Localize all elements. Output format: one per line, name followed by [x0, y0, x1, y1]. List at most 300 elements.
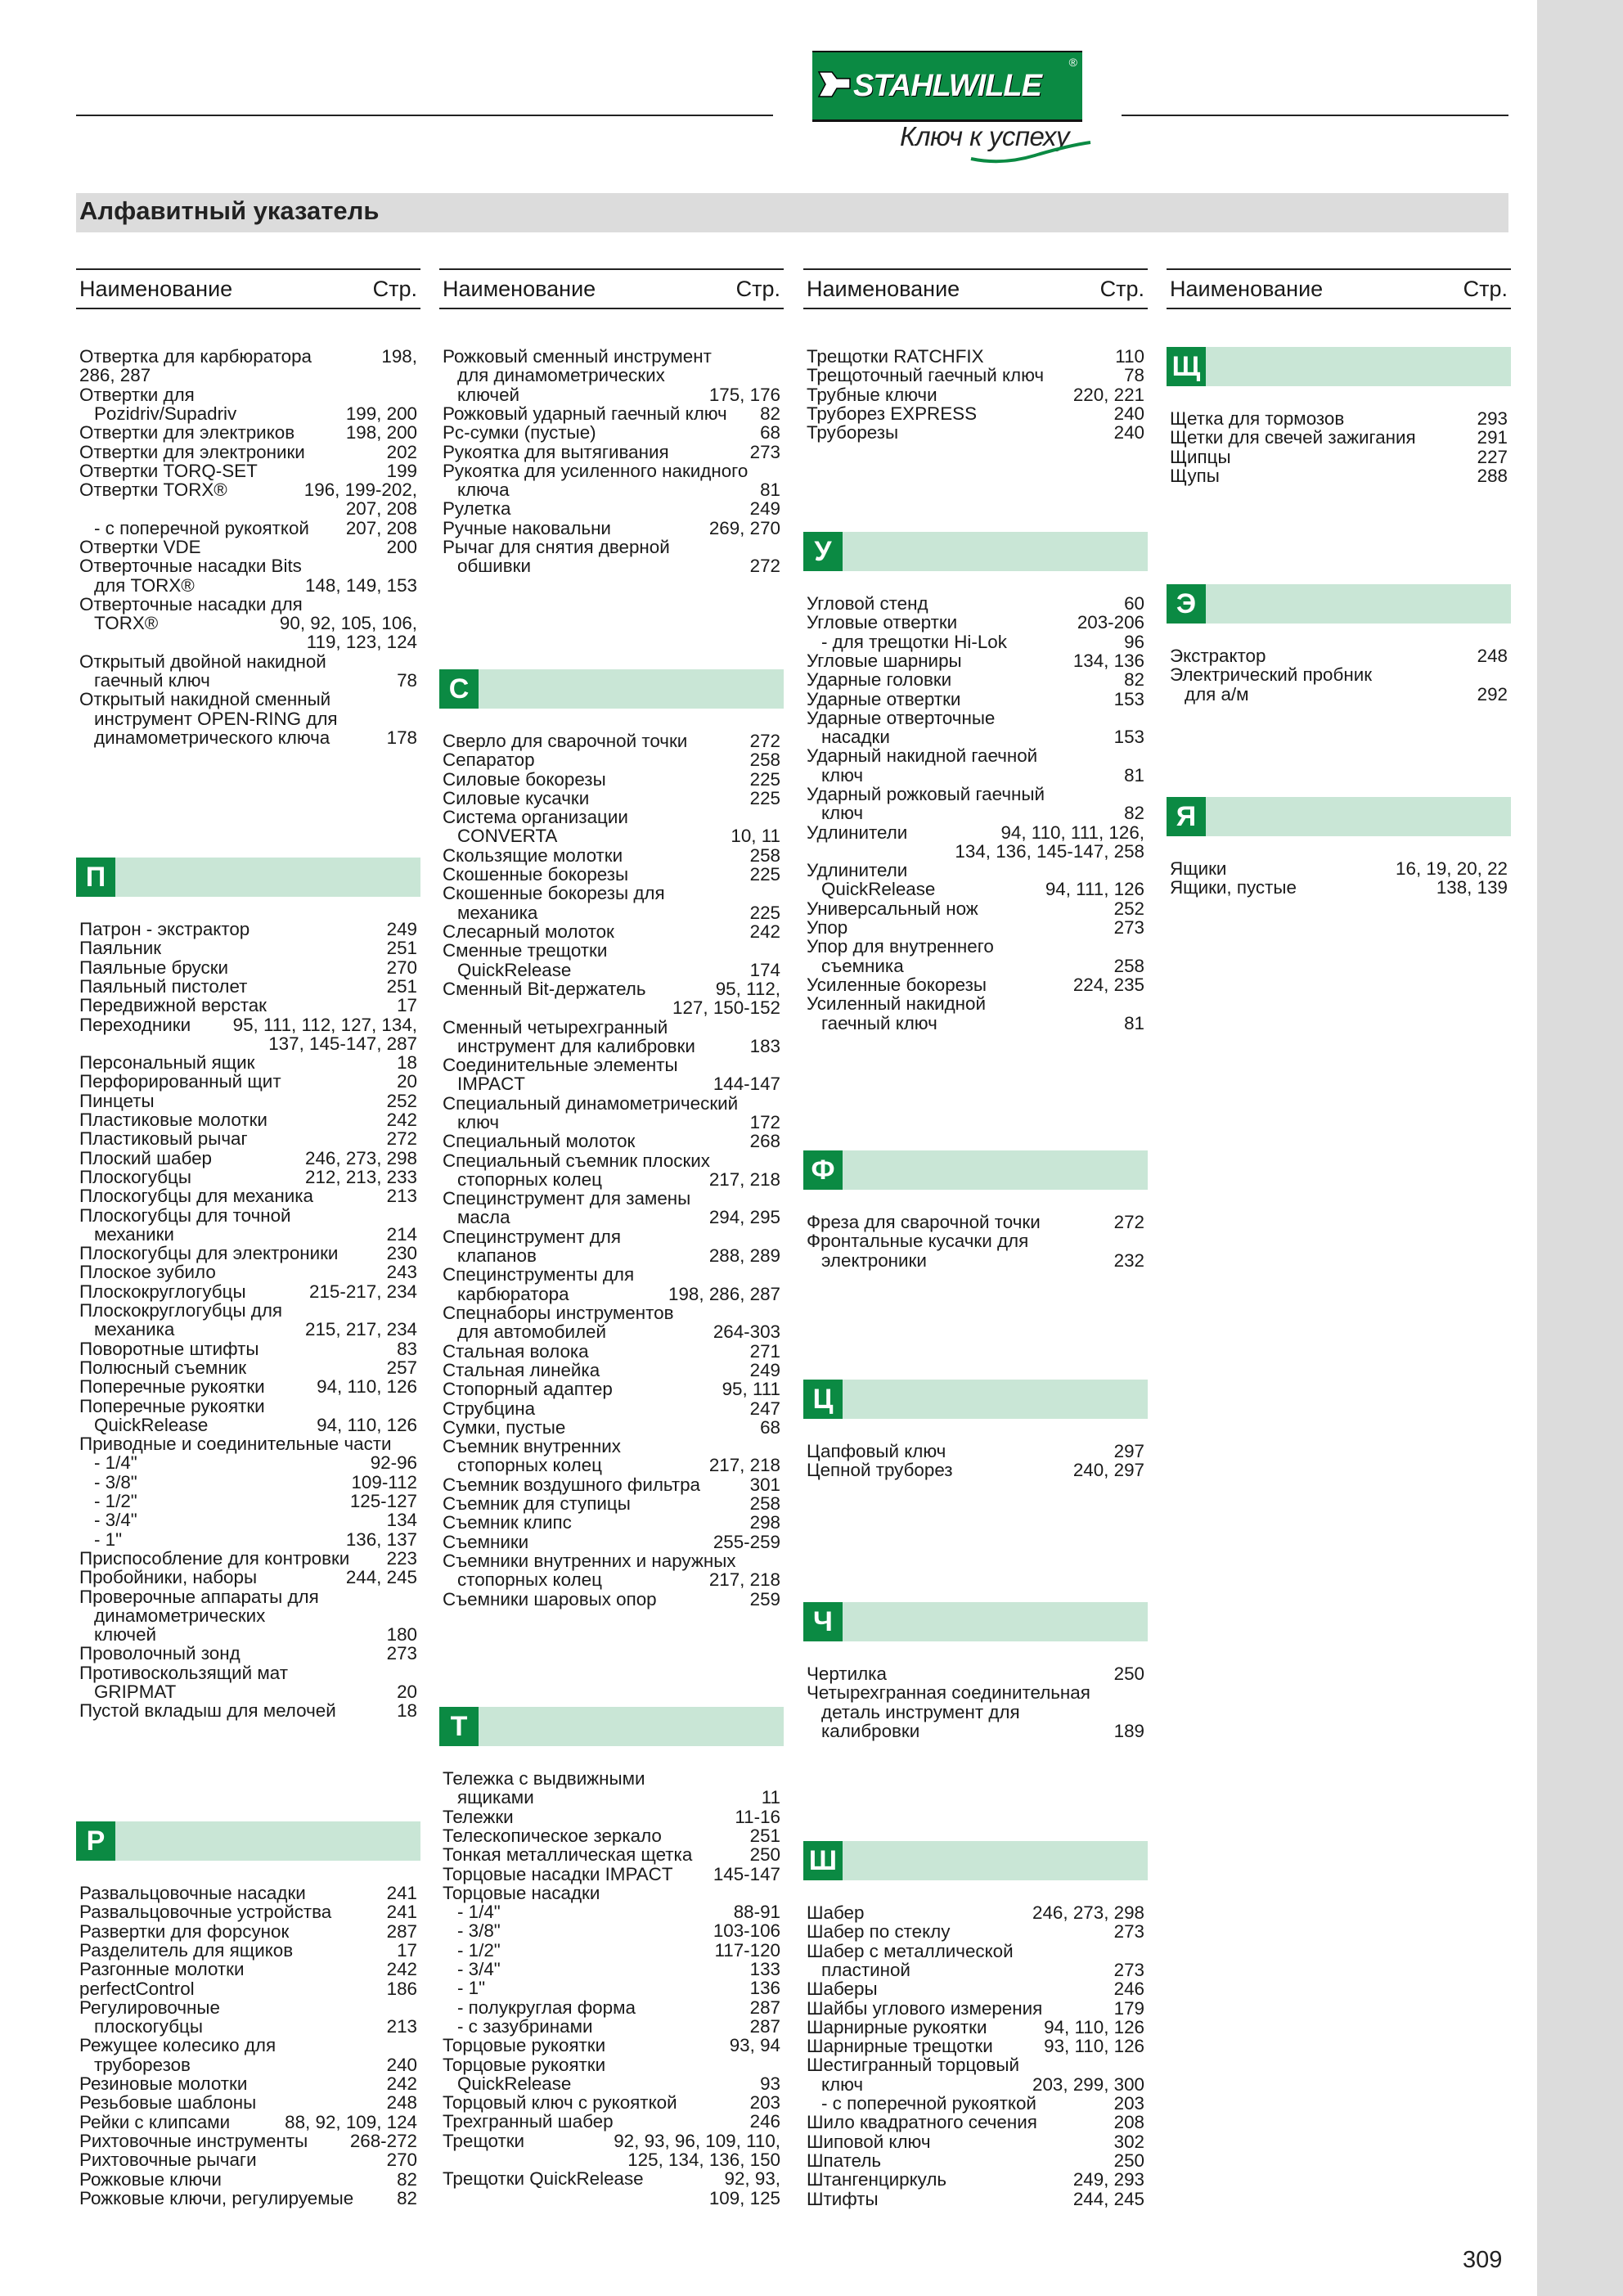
- index-entry: [807, 899, 1144, 918]
- index-entry: [443, 1056, 780, 1094]
- index-entry: [79, 1701, 417, 1720]
- header-page-label: Стр.: [372, 276, 417, 301]
- index-entry: [807, 2055, 1144, 2113]
- entry-name: калибровки: [821, 1720, 920, 1741]
- letter-section-bar: [803, 1841, 1148, 1880]
- wrench-icon: [816, 64, 853, 105]
- entry-name: механики: [94, 1223, 174, 1245]
- entry-page-numbers: 251: [386, 975, 417, 997]
- entry-name: Система организации: [443, 807, 628, 828]
- entry-page-numbers: 119, 123, 124: [306, 632, 417, 653]
- entry-name: Струбцина: [443, 1398, 536, 1419]
- index-entry: [443, 1227, 780, 1266]
- entry-name: гаечный ключ: [94, 670, 210, 691]
- index-entry: [443, 750, 780, 769]
- index-entry: [807, 2113, 1144, 2132]
- entry-name: Регулировочные: [79, 1997, 220, 2018]
- entry-name: - 1/4": [94, 1452, 137, 1474]
- letter-section-bar: [439, 1707, 784, 1746]
- entry-page-numbers: 94, 110, 126: [317, 1376, 417, 1398]
- index-entry: [1170, 859, 1508, 878]
- entry-page-numbers: 153: [1113, 727, 1144, 748]
- entry-name: Трубные ключи: [807, 384, 937, 405]
- entry-name: Шиповой ключ: [807, 2131, 931, 2152]
- index-entry: [1170, 878, 1508, 897]
- entry-page-numbers: 243: [386, 1262, 417, 1283]
- index-entry: [443, 2093, 780, 2112]
- index-entry: [79, 1998, 417, 2037]
- index-entry: [443, 1399, 780, 1418]
- entry-name: Перфорированный щит: [79, 1071, 281, 1092]
- entry-name: Универсальный нож: [807, 898, 978, 919]
- entry-page-numbers: 125, 134, 136, 150: [627, 2149, 780, 2170]
- letter-section-label: С: [439, 669, 479, 709]
- entry-page-numbers: 82: [760, 403, 780, 424]
- entry-name: Шабер с металлической: [807, 1940, 1014, 1961]
- entry-name: Паяльник: [79, 938, 162, 959]
- entry-name: Съемники шаровых опор: [443, 1588, 657, 1609]
- entry-name: механика: [94, 1319, 175, 1340]
- index-entry: [807, 2037, 1144, 2055]
- entry-page-numbers: 92-96: [370, 1452, 417, 1474]
- entry-page-numbers: 198, 286, 287: [668, 1283, 780, 1304]
- entry-name: Скользящие молотки: [443, 844, 623, 866]
- entry-page-numbers: 136, 137: [345, 1528, 417, 1550]
- entry-page-numbers: 90, 92, 105, 106,: [279, 613, 417, 634]
- entry-name: ящиками: [457, 1787, 534, 1808]
- index-entry: [807, 994, 1144, 1033]
- index-entry: [807, 746, 1144, 785]
- entry-name: Сумки, пустые: [443, 1416, 566, 1438]
- index-entry: [79, 977, 417, 996]
- entry-page-numbers: 220, 221: [1072, 384, 1144, 405]
- entry-page-numbers: 215, 217, 234: [305, 1319, 417, 1340]
- entry-page-numbers: 207, 208: [345, 517, 417, 538]
- index-entry: [79, 996, 417, 1015]
- entry-page-numbers: 200: [386, 537, 417, 557]
- entry-name: Телескопическое зеркало: [443, 1825, 662, 1846]
- index-entry: [79, 1644, 417, 1663]
- entry-page-numbers: 230: [386, 1243, 417, 1264]
- index-entry: [807, 861, 1144, 899]
- entry-name: Трещоточный гаечный ключ: [807, 365, 1045, 386]
- index-entry: [443, 1513, 780, 1532]
- entry-name: Трещотки QuickRelease: [443, 2168, 644, 2190]
- entry-page-numbers: 217, 218: [708, 1455, 780, 1476]
- entry-name: Ручные наковальни: [443, 517, 611, 538]
- index-entry: [443, 1437, 780, 1475]
- page-number: 309: [1463, 2247, 1503, 2273]
- entry-page-numbers: 83: [397, 1338, 417, 1359]
- index-entry: [807, 1664, 1144, 1683]
- entry-page-numbers: 272: [749, 556, 780, 577]
- entry-name: Развальцовочные насадки: [79, 1883, 306, 1903]
- entry-name: Пластиковые молотки: [79, 1110, 268, 1130]
- entry-name: Поперечные рукоятки: [79, 1395, 265, 1416]
- index-entry: [79, 1015, 417, 1054]
- entry-page-numbers: 246, 273, 298: [1032, 1902, 1144, 1923]
- entry-page-numbers: 175, 176: [708, 384, 780, 405]
- entry-name: - 3/4": [457, 1958, 501, 1979]
- entry-name: - с зазубринами: [457, 2015, 593, 2037]
- entry-page-numbers: 81: [1124, 764, 1144, 786]
- entry-name: стопорных колец: [457, 1168, 602, 1190]
- entry-name: для автомобилей: [457, 1321, 606, 1343]
- stahlwille-logo: [812, 51, 1082, 122]
- index-entry: [79, 1434, 417, 1549]
- entry-page-numbers: 133: [749, 1958, 780, 1979]
- entry-name: Соединительные элементы: [443, 1055, 678, 1076]
- index-entry: [79, 1206, 417, 1245]
- index-entry: [807, 2018, 1144, 2037]
- entry-name: Торцовый ключ с рукояткой: [443, 2092, 677, 2114]
- entry-name: Съемник для ступицы: [443, 1493, 631, 1514]
- entry-name: Рычаг для снятия дверной: [443, 537, 670, 557]
- index-entry: [443, 941, 780, 979]
- entry-page-numbers: 180: [386, 1624, 417, 1645]
- letter-section-label: Т: [439, 1707, 479, 1746]
- entry-page-numbers: 20: [397, 1071, 417, 1092]
- entry-page-numbers: 92, 93,: [724, 2168, 780, 2190]
- entry-name: карбюратора: [457, 1283, 569, 1304]
- entry-name: Ударные головки: [807, 669, 952, 691]
- entry-page-numbers: 249: [386, 919, 417, 939]
- entry-page-numbers: 16, 19, 20, 22: [1396, 858, 1508, 879]
- entry-page-numbers: 242: [386, 1110, 417, 1130]
- index-entry: [443, 732, 780, 750]
- entry-name: динамометрических: [94, 1605, 266, 1626]
- index-entry: [807, 2132, 1144, 2151]
- entry-name: Отвертки TORQ-SET: [79, 460, 258, 481]
- entry-name: Тележки: [443, 1806, 514, 1827]
- entry-page-numbers: 273: [1113, 917, 1144, 939]
- index-entry: [79, 443, 417, 461]
- entry-name: Тележка с выдвижными: [443, 1768, 645, 1789]
- entry-name: Плоскокруглогубцы для: [79, 1300, 283, 1321]
- entry-name: Сменный четырехгранный: [443, 1016, 668, 1038]
- entry-page-numbers: 252: [386, 1090, 417, 1111]
- index-entry: [807, 785, 1144, 823]
- entry-page-numbers: 288, 289: [708, 1245, 780, 1267]
- entry-name: Электрический пробник: [1170, 664, 1372, 686]
- index-entry: [79, 385, 417, 424]
- entry-name: электроники: [821, 1249, 927, 1271]
- index-entry: [443, 1342, 780, 1361]
- entry-page-numbers: 250: [749, 1844, 780, 1866]
- entry-page-numbers: 68: [760, 1416, 780, 1438]
- entry-name: Щетки для свечей зажигания: [1170, 427, 1416, 448]
- index-entry: [443, 865, 780, 884]
- entry-name: Переходники: [79, 1014, 191, 1035]
- index-entry: [79, 2170, 417, 2189]
- page-title: Алфавитный указатель: [79, 196, 380, 225]
- index-entry: [443, 1551, 780, 1590]
- entry-name: пластиной: [821, 1959, 910, 1980]
- entry-name: Щипцы: [1170, 446, 1231, 467]
- entry-page-numbers: 203, 299, 300: [1032, 2073, 1144, 2095]
- entry-page-numbers: 78: [397, 670, 417, 691]
- entry-page-numbers: 242: [386, 2073, 417, 2094]
- index-entry: [807, 1922, 1144, 1941]
- entry-page-numbers: 258: [749, 844, 780, 866]
- entry-page-numbers: 179: [1113, 1997, 1144, 2019]
- index-entry: [443, 1189, 780, 1227]
- index-entry: [443, 423, 780, 442]
- index-entry: [79, 480, 417, 538]
- entry-page-numbers: 93, 110, 126: [1044, 2036, 1144, 2057]
- index-entry: [807, 404, 1144, 423]
- entry-name: Пинцеты: [79, 1090, 155, 1111]
- entry-name: ключ: [821, 2073, 864, 2095]
- entry-page-numbers: 287: [749, 1997, 780, 2018]
- entry-page-numbers: 18: [397, 1700, 417, 1722]
- entry-name: Специнструмент для: [443, 1226, 621, 1247]
- index-entry: [443, 519, 780, 538]
- entry-name: Плоскогубцы для точной: [79, 1204, 291, 1226]
- entry-name: Цепной труборез: [807, 1460, 953, 1481]
- entry-page-numbers: 249: [749, 1359, 780, 1380]
- entry-page-numbers: 246, 273, 298: [305, 1147, 417, 1168]
- entry-name: Съемники: [443, 1531, 529, 1552]
- entry-page-numbers: 215-217, 234: [309, 1281, 417, 1302]
- entry-page-numbers: 117-120: [714, 1939, 780, 1961]
- entry-page-numbers: 96: [1124, 631, 1144, 652]
- entry-page-numbers: 255-259: [713, 1531, 780, 1552]
- entry-page-numbers: 250: [1113, 1663, 1144, 1684]
- entry-name: - для трещотки Hi-Lok: [821, 631, 1007, 652]
- entry-name: - 1/4": [457, 1902, 501, 1923]
- entry-name: Торцовые насадки: [443, 1882, 600, 1903]
- index-entry: [79, 1072, 417, 1091]
- entry-page-numbers: 178: [386, 727, 417, 748]
- entry-page-numbers: 127, 150-152: [672, 997, 780, 1019]
- entry-name: для TORX®: [94, 574, 195, 596]
- entry-name: - с поперечной рукояткой: [94, 517, 309, 538]
- entry-page-numbers: 202: [386, 441, 417, 462]
- entry-name: Отверточные насадки Bits: [79, 556, 302, 577]
- entry-page-numbers: 248: [386, 2092, 417, 2114]
- entry-page-numbers: 109-112: [351, 1471, 417, 1492]
- entry-name: Рожковые ключи, регулируемые: [79, 2187, 354, 2208]
- header-name-label: Наименование: [79, 276, 233, 301]
- index-entry: [1170, 428, 1508, 447]
- entry-name: Проволочный зонд: [79, 1643, 241, 1664]
- entry-page-numbers: 17: [397, 1939, 417, 1961]
- entry-page-numbers: 258: [749, 750, 780, 771]
- column-header: [76, 268, 420, 309]
- entry-name: Стальная волока: [443, 1340, 589, 1362]
- entry-name: Паяльный пистолет: [79, 975, 248, 997]
- index-entry: [79, 1168, 417, 1186]
- index-entry: [443, 1769, 780, 1808]
- index-entry: [443, 443, 780, 461]
- index-entry: [807, 2151, 1144, 2170]
- entry-name: Плоское зубило: [79, 1262, 216, 1283]
- index-entry: [807, 918, 1144, 937]
- index-entry: [443, 1826, 780, 1845]
- header-rule-right: [1122, 115, 1508, 116]
- entry-name: Противоскользящий мат: [79, 1662, 288, 1683]
- index-entry: [807, 1442, 1144, 1461]
- entry-page-numbers: 68: [760, 422, 780, 443]
- entry-page-numbers: 18: [397, 1052, 417, 1074]
- entry-page-numbers: 207, 208: [345, 498, 417, 520]
- index-entry: [79, 461, 417, 480]
- entry-name: TORX®: [94, 613, 159, 634]
- entry-name: Передвижной верстак: [79, 995, 267, 1016]
- entry-name: Шаберы: [807, 1979, 878, 2000]
- entry-name: Отверточные насадки для: [79, 593, 303, 615]
- entry-page-numbers: 259: [749, 1588, 780, 1609]
- entry-name: Отвертки для: [79, 384, 195, 405]
- entry-name: Удлинители: [807, 860, 908, 881]
- entry-name: Угловые шарниры: [807, 650, 962, 671]
- letter-section-label: Ч: [803, 1602, 843, 1641]
- entry-name: Угловые отвертки: [807, 612, 958, 633]
- entry-name: стопорных колец: [457, 1455, 602, 1476]
- entry-page-numbers: 94, 110, 126: [1044, 2016, 1144, 2037]
- entry-name: Специальный динамометрический: [443, 1092, 739, 1114]
- right-margin-band: [1537, 0, 1623, 2296]
- letter-section-label: Э: [1167, 584, 1206, 624]
- entry-name: Скошенные бокорезы: [443, 864, 629, 885]
- index-entry: [79, 1568, 417, 1587]
- column-header: [803, 268, 1148, 309]
- entry-name: съемника: [821, 955, 904, 976]
- entry-page-numbers: 134, 136: [1072, 650, 1144, 671]
- entry-name: Удлинители: [807, 822, 908, 843]
- entry-page-numbers: 95, 112,: [715, 978, 780, 999]
- entry-page-numbers: 199, 200: [345, 403, 417, 424]
- entry-page-numbers: 110: [1115, 346, 1144, 367]
- entry-page-numbers: 225: [749, 787, 780, 808]
- entry-page-numbers: 291: [1477, 427, 1508, 448]
- entry-name: Торцовые рукоятки: [443, 2035, 606, 2056]
- entry-name: Стопорный адаптер: [443, 1379, 613, 1400]
- entry-name: Силовые кусачки: [443, 787, 590, 808]
- entry-name: для динамометрических: [457, 365, 665, 386]
- entry-name: Четырехгранная соединительная: [807, 1682, 1090, 1704]
- entry-page-numbers: 11-16: [735, 1806, 780, 1827]
- entry-page-numbers: 270: [386, 2150, 417, 2171]
- entry-page-numbers: 224, 235: [1072, 975, 1144, 995]
- letter-section-label: Ф: [803, 1150, 843, 1190]
- entry-name: Отвертки для электриков: [79, 422, 295, 443]
- entry-name: Специнструмент для замены: [443, 1188, 691, 1209]
- index-entry: [79, 2150, 417, 2169]
- index-entry: [79, 347, 417, 385]
- entry-name: Съемник внутренних: [443, 1436, 621, 1457]
- entry-name: Рейки с клипсами: [79, 2111, 231, 2132]
- entry-page-numbers: 244, 245: [1072, 2188, 1144, 2209]
- entry-page-numbers: 81: [760, 479, 780, 501]
- index-entry: [443, 538, 780, 576]
- index-entry: [443, 1265, 780, 1303]
- index-entry: [807, 366, 1144, 385]
- letter-section-label: Щ: [1167, 347, 1206, 386]
- entry-page-numbers: 183: [749, 1035, 780, 1056]
- index-entry: [443, 789, 780, 808]
- entry-name: Съемник клипс: [443, 1512, 572, 1533]
- index-entry: [1170, 448, 1508, 466]
- entry-page-numbers: 186: [386, 1978, 417, 1999]
- entry-page-numbers: 144-147: [713, 1074, 780, 1095]
- index-entry: [443, 1418, 780, 1437]
- entry-name: - 3/4": [94, 1510, 137, 1531]
- index-entry: [807, 823, 1144, 862]
- index-entry: [79, 2189, 417, 2208]
- entry-page-numbers: 273: [749, 441, 780, 462]
- index-entry: [79, 2113, 417, 2132]
- entry-name: Сменные трещотки: [443, 940, 608, 961]
- entry-name: Стальная линейка: [443, 1359, 600, 1380]
- entry-page-numbers: 82: [397, 2187, 417, 2208]
- index-entry: [443, 2112, 780, 2131]
- letter-section-bar: [1167, 347, 1511, 386]
- registered-mark-icon: ®: [1068, 56, 1077, 69]
- entry-name: Ударный накидной гаечной: [807, 745, 1038, 767]
- entry-page-numbers: 287: [749, 2015, 780, 2037]
- logo-text: STAHLWILLE: [853, 68, 1041, 103]
- entry-page-numbers: 240, 297: [1072, 1460, 1144, 1481]
- header-rule-left: [76, 115, 773, 116]
- index-entry: [79, 2036, 417, 2074]
- entry-page-numbers: 269, 270: [708, 517, 780, 538]
- entry-page-numbers: 217, 218: [708, 1168, 780, 1190]
- entry-page-numbers: 297: [1113, 1441, 1144, 1461]
- entry-name: Шайбы углового измерения: [807, 1997, 1043, 2019]
- entry-page-numbers: 287: [386, 1920, 417, 1942]
- entry-page-numbers: 82: [1124, 803, 1144, 824]
- entry-page-numbers: 251: [749, 1825, 780, 1846]
- entry-name: Усиленный накидной: [807, 993, 987, 1015]
- entry-name: Трещотки: [443, 2130, 525, 2151]
- entry-page-numbers: 241: [386, 1883, 417, 1903]
- index-entry: [79, 1053, 417, 1072]
- entry-page-numbers: 272: [386, 1128, 417, 1150]
- index-entry: [79, 1186, 417, 1205]
- entry-page-numbers: 293: [1477, 408, 1508, 429]
- entry-page-numbers: 138, 139: [1436, 877, 1508, 898]
- entry-name: ключей: [457, 384, 520, 405]
- entry-page-numbers: 94, 111, 126: [1045, 879, 1144, 900]
- index-entry: [443, 461, 780, 500]
- index-entry: [807, 709, 1144, 747]
- entry-name: IMPACT: [457, 1074, 525, 1095]
- index-entry: [443, 1845, 780, 1864]
- entry-page-numbers: 288: [1477, 465, 1508, 486]
- entry-page-numbers: 93: [760, 2073, 780, 2094]
- entry-name: Открытый двойной накидной: [79, 651, 326, 672]
- entry-name: плоскогубцы: [94, 2016, 203, 2037]
- index-entry: [807, 613, 1144, 651]
- entry-name: динамометрического ключа: [94, 727, 330, 748]
- column-header: [439, 268, 784, 309]
- index-entry: [443, 1533, 780, 1551]
- entry-name: Рожковые ключи: [79, 2168, 222, 2190]
- index-entry: [79, 1149, 417, 1168]
- entry-page-numbers: 225: [749, 864, 780, 885]
- entry-name: Рожковый ударный гаечный ключ: [443, 403, 727, 424]
- index-entry: [443, 770, 780, 789]
- index-entry: [443, 1884, 780, 2036]
- index-entry: [79, 939, 417, 957]
- entry-name: Рс-сумки (пустые): [443, 422, 596, 443]
- entry-page-numbers: 271: [749, 1340, 780, 1362]
- index-entry: [443, 1380, 780, 1398]
- index-entry: [79, 2074, 417, 2093]
- letter-section-bar: [803, 532, 1148, 571]
